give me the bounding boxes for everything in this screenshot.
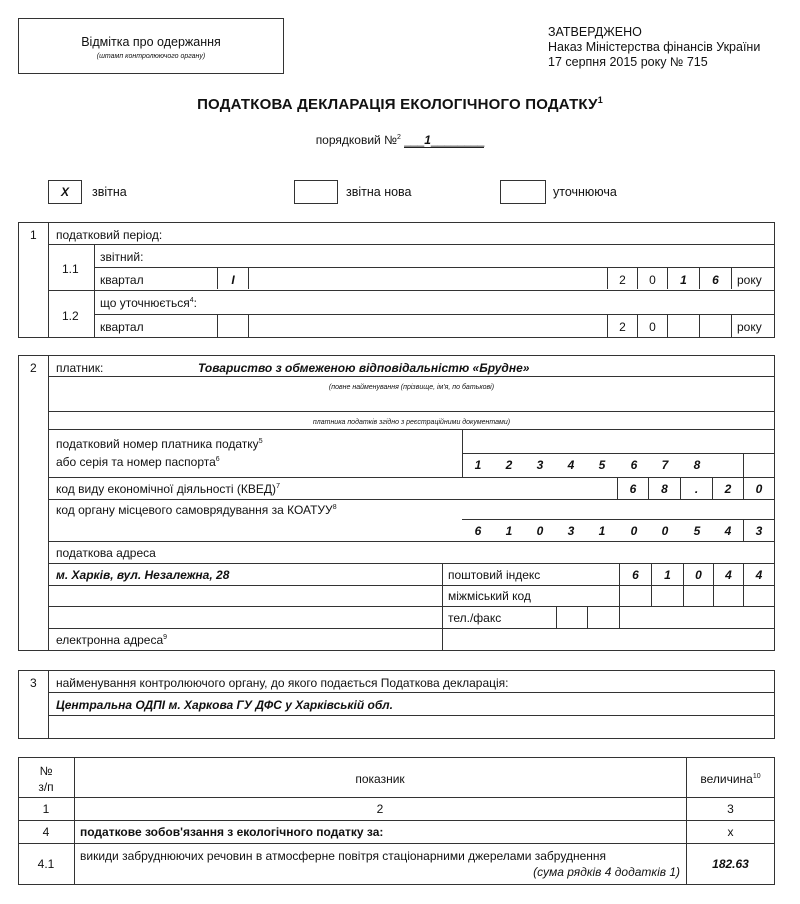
email-footnote: 9 [163, 634, 168, 641]
koatuu-digit-4[interactable]: 3 [567, 524, 575, 538]
koatuu-digit-7[interactable]: 0 [661, 524, 669, 538]
section-1-label: податковий період: [56, 228, 163, 242]
s2-line-9 [48, 606, 775, 607]
s1-line-a [48, 244, 775, 245]
col-indicator-header: показник [355, 772, 405, 786]
row-4-1-value[interactable]: 182.63 [712, 857, 749, 871]
tax-id-digit-6[interactable]: 6 [630, 458, 638, 472]
postal-digit-5[interactable]: 4 [755, 568, 763, 582]
s2-taxid-sep [743, 453, 744, 477]
tax-id-digit-7[interactable]: 7 [661, 458, 669, 472]
koatuu-digit-6[interactable]: 0 [630, 524, 638, 538]
postal-digit-3[interactable]: 0 [695, 568, 702, 582]
s2-line-8 [48, 585, 775, 586]
numbering-col-3: 3 [727, 802, 734, 816]
koatuu-label-text: код органу місцевого самоврядування за КОАТУУ [56, 503, 333, 517]
kved-digit-1[interactable]: 6 [629, 482, 637, 496]
s1-qcell-right [248, 267, 249, 289]
postal-digit-2[interactable]: 1 [664, 568, 671, 582]
intercity-code-label: міжміський код [448, 589, 531, 603]
s1-y2-d2 [667, 314, 668, 338]
koatuu-digit-3[interactable]: 0 [536, 524, 544, 538]
tax-id-footnote-2: 6 [215, 456, 220, 463]
s2-line-3 [48, 429, 775, 430]
postal-digit-1[interactable]: 6 [632, 568, 639, 582]
section-1-number: 1 [30, 228, 37, 242]
col-num-header-1: № [39, 764, 53, 778]
s2-taxid-mid [462, 453, 775, 454]
approved-line-1: ЗАТВЕРДЖЕНО [548, 25, 642, 39]
kved-footnote: 7 [276, 483, 280, 490]
authority-label: найменування контролюючого органу, до якого подається Податкова декларація: [56, 676, 509, 690]
serial-field[interactable] [404, 133, 484, 148]
row-1-1-year-digit-4[interactable]: 6 [712, 273, 719, 287]
s2-koatuu-sep [743, 519, 744, 541]
tax-address-label: податкова адреса [56, 546, 156, 560]
type-reporting-checkbox[interactable]: X [48, 180, 82, 204]
s2-line-5 [48, 499, 775, 500]
s2-line-1 [48, 376, 775, 377]
kved-digit-3[interactable]: 2 [724, 482, 732, 496]
serial-number [0, 133, 800, 148]
tax-id-digit-2[interactable]: 2 [505, 458, 513, 472]
table-line-2 [18, 820, 775, 821]
col-num-header-2: з/п [38, 780, 54, 794]
tax-id-digit-8[interactable]: 8 [693, 458, 701, 472]
type-new-reporting-checkbox[interactable] [294, 180, 338, 204]
row-1-1-quarter[interactable]: I [231, 273, 235, 287]
document-title [0, 95, 800, 113]
row-1-1-quarter-label: квартал [100, 273, 144, 287]
kved-label [56, 482, 280, 496]
row-4-value[interactable]: х [727, 825, 734, 839]
serial-value: 1 [424, 133, 431, 147]
row-1-1-number: 1.1 [62, 262, 79, 276]
approved-line-3: 17 серпня 2015 року № 715 [548, 55, 708, 69]
numbering-col-2: 2 [376, 802, 384, 816]
kved-label-text: код виду економічної діяльності (КВЕД) [56, 482, 277, 496]
section-2-number: 2 [30, 361, 37, 375]
row-1-1-year-digit-1[interactable]: 2 [619, 273, 626, 287]
serial-suffix: ________ [430, 133, 485, 147]
tax-id-label-2-text: або серія та номер паспорта [56, 455, 216, 469]
row-1-2-footnote: 4 [189, 297, 194, 304]
koatuu-digit-5[interactable]: 1 [598, 524, 606, 538]
section-3-number: 3 [30, 676, 37, 690]
s3-line-1 [48, 692, 775, 693]
s2-line-2 [48, 411, 775, 412]
tax-id-digit-3[interactable]: 3 [536, 458, 544, 472]
s2-line-6 [48, 541, 775, 542]
s1-line-d [94, 314, 775, 315]
s2-addr-divider [442, 563, 443, 628]
tax-id-label-line1 [56, 437, 263, 451]
receipt-stamp-box [18, 18, 284, 74]
row-4-1-note: (сума рядків 4 додатків 1) [533, 865, 680, 879]
tax-id-label-line2 [56, 455, 220, 469]
col-value-footnote: 10 [752, 773, 761, 780]
s1-q2-left [217, 314, 218, 338]
kved-digit-2[interactable]: 8 [661, 482, 668, 496]
row-1-2-year-digit-1[interactable]: 2 [619, 320, 626, 334]
s1-line-c [48, 290, 775, 291]
tax-id-digit-4[interactable]: 4 [567, 458, 575, 472]
type-clarifying-checkbox[interactable] [500, 180, 546, 204]
tax-id-digit-1[interactable]: 1 [474, 458, 482, 472]
postal-code-label: поштовий індекс [448, 568, 541, 582]
email-label [56, 633, 167, 647]
s2-line-10 [48, 628, 775, 629]
s2-koatuu-top [462, 519, 775, 520]
row-1-1-label: звітний: [100, 250, 144, 264]
serial-label: порядковий № [315, 133, 397, 147]
payer-label: платник: [56, 361, 104, 375]
payer-docs-note: платника податків згідно з реєстраційними документами) [312, 419, 511, 426]
kved-dot: . [694, 482, 699, 496]
row-4-1-indicator: викиди забруднюючих речовин в атмосферне повітря стаціонарними джерелами забруднення [80, 849, 607, 863]
row-1-2-year-label: року [737, 320, 762, 334]
row-1-1-year-digit-3[interactable]: 1 [680, 273, 687, 287]
s2-line-7 [48, 563, 775, 564]
tax-id-digit-5[interactable]: 5 [598, 458, 606, 472]
s1-y-d4 [731, 267, 732, 289]
s1-y2-d4 [731, 314, 732, 338]
table-line-1 [18, 797, 775, 798]
s1-y2-d3 [699, 314, 700, 338]
title-footnote: 1 [597, 95, 603, 105]
type-new-reporting-label: звітна нова [346, 185, 412, 199]
row-4-1-number: 4.1 [37, 857, 55, 871]
email-label-text: електронна адреса [56, 633, 164, 647]
s2-phone-d2 [587, 606, 588, 628]
payer-name-note: (повне найменування (прізвище, ім'я, по батькові) [328, 384, 495, 391]
tax-id-label-1-text: податковий номер платника податку [56, 437, 259, 451]
type-reporting-label: звітна [92, 185, 127, 199]
row-1-1-year-digit-2[interactable]: 0 [649, 273, 656, 287]
row-1-1-year-label: року [737, 273, 762, 287]
stamp-subtitle: (штамп контролюючого органу) [96, 53, 206, 60]
row-1-2-quarter-label: квартал [100, 320, 144, 334]
row-4-number: 4 [42, 825, 50, 839]
row-1-2-number: 1.2 [62, 309, 79, 323]
s2-phone-d1 [556, 606, 557, 628]
row-1-2-year-digit-2[interactable]: 0 [649, 320, 656, 334]
serial-footnote: 2 [396, 134, 401, 141]
approval-block [548, 25, 760, 70]
postal-digit-4[interactable]: 4 [725, 568, 732, 582]
serial-prefix: ___ [404, 133, 425, 147]
s2-line-4 [48, 477, 775, 478]
s3-num-divider [48, 670, 49, 739]
s1-q2-right [248, 314, 249, 338]
approved-line-2: Наказ Міністерства фінансів України [548, 40, 761, 54]
s1-line-b [94, 267, 775, 268]
table-line-3 [18, 843, 775, 844]
s3-line-2 [48, 715, 775, 716]
col-value-header-text: величина [700, 772, 753, 786]
s1-sub-divider [94, 244, 95, 338]
row-1-2-colon: : [193, 296, 198, 310]
tax-address-value[interactable]: м. Харків, вул. Незалежна, 28 [56, 568, 230, 582]
kved-digit-4[interactable]: 0 [755, 482, 763, 496]
koatuu-digit-9[interactable]: 4 [724, 524, 732, 538]
col-value-header [686, 772, 775, 786]
s2-email-divider [442, 628, 443, 651]
row-4-indicator: податкове зобов'язання з екологічного податку за: [80, 825, 384, 839]
koatuu-digit-8[interactable]: 5 [693, 524, 701, 538]
phone-fax-label: тел./факс [448, 611, 502, 625]
stamp-title: Відмітка про одержання [81, 35, 221, 49]
type-clarifying-label: уточнююча [553, 185, 617, 199]
s1-num-divider [48, 222, 49, 338]
title-text: ПОДАТКОВА ДЕКЛАРАЦІЯ ЕКОЛОГІЧНОГО ПОДАТКУ [197, 96, 598, 113]
row-1-2-label [100, 296, 197, 310]
koatuu-digit-1[interactable]: 6 [474, 524, 482, 538]
payer-name[interactable]: Товариство з обмеженою відповідальністю «Брудне» [198, 361, 530, 375]
koatuu-footnote: 8 [332, 504, 337, 511]
numbering-col-1: 1 [42, 802, 50, 816]
koatuu-digit-10[interactable]: 3 [755, 524, 763, 538]
tax-id-footnote-1: 5 [258, 438, 263, 445]
row-1-2-label-text: що уточнюється [100, 296, 190, 310]
koatuu-digit-2[interactable]: 1 [505, 524, 513, 538]
koatuu-label [56, 503, 337, 517]
authority-value[interactable]: Центральна ОДПІ м. Харкова ГУ ДФС у Харківській обл. [56, 698, 393, 712]
